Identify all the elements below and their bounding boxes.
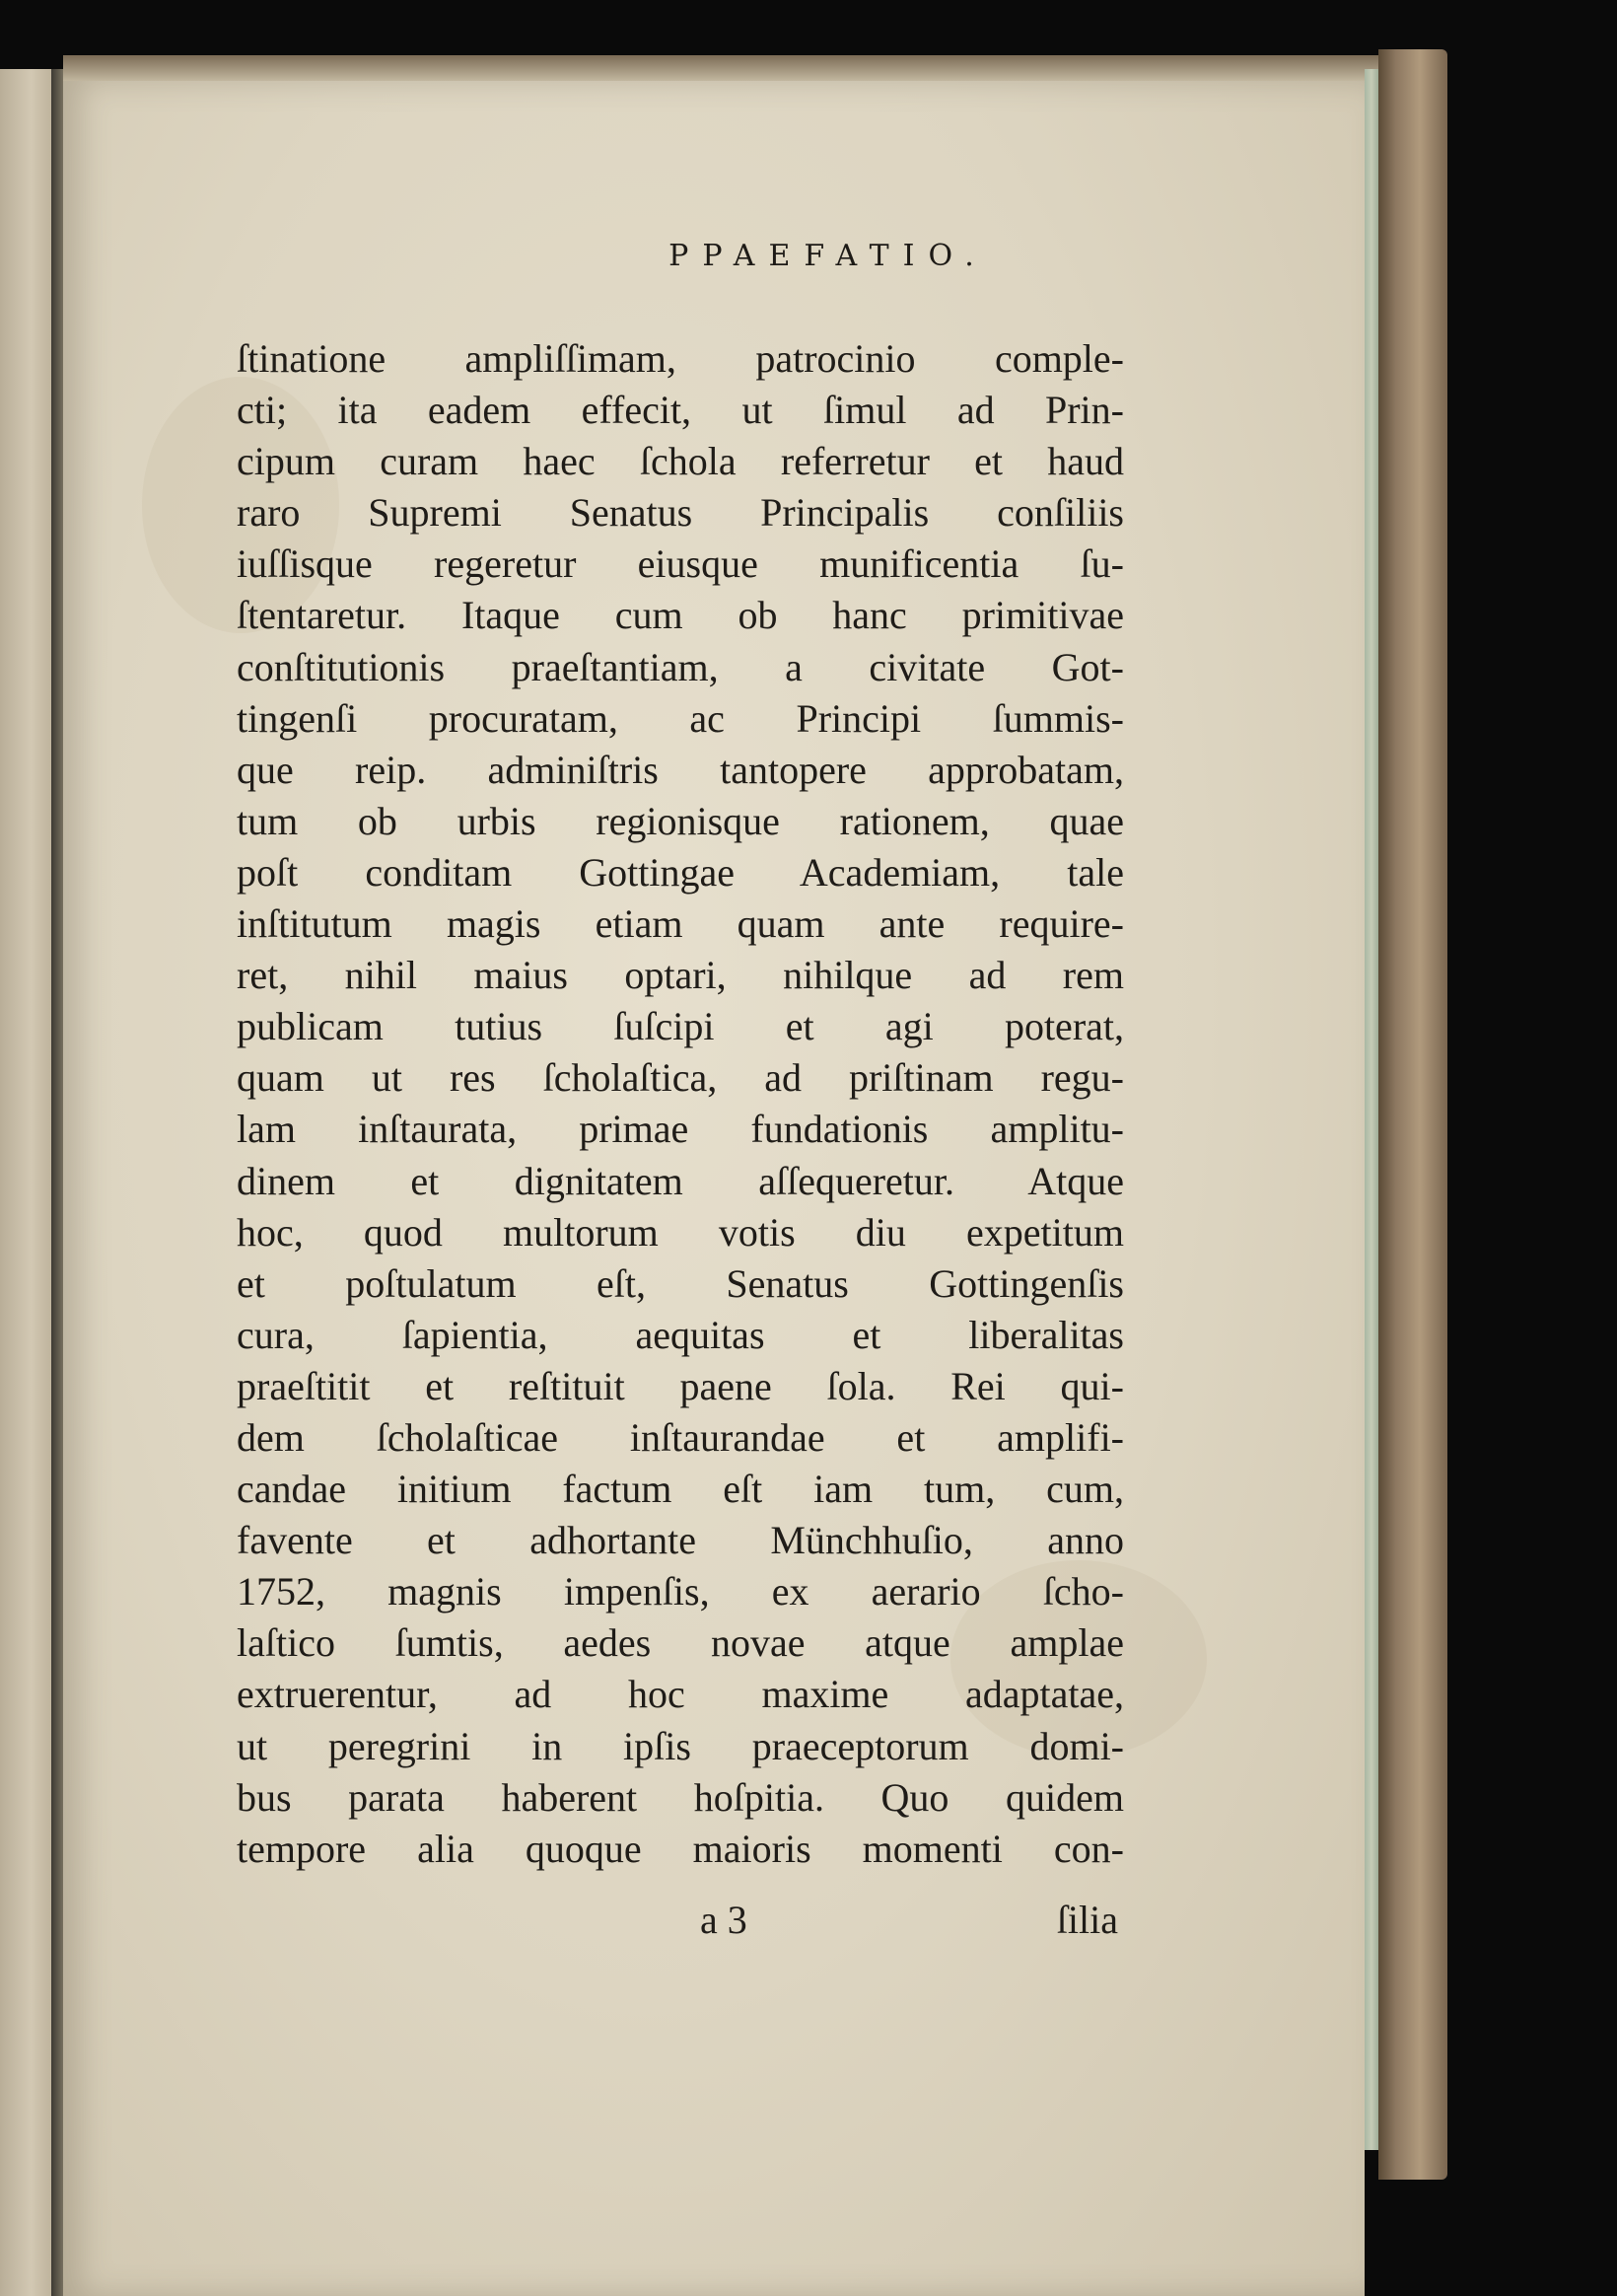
text-line: conſtitutionis praeſtantiam, a civitate Got-	[237, 644, 1124, 689]
book-cover-board	[1378, 49, 1447, 2180]
text-line: extruerentur, ad hoc maxime adaptatae,	[237, 1672, 1124, 1717]
page-footer	[237, 1897, 1124, 1948]
catchword: ſilia	[1056, 1898, 1118, 1942]
text-line: poſt conditam Gottingae Academiam, tale	[237, 849, 1124, 895]
text-line: tempore alia quoque maioris momenti con-	[237, 1826, 1124, 1871]
text-line: que reip. adminiſtris tantopere approbatam,	[237, 747, 1124, 792]
text-line: et poſtulatum eſt, Senatus Gottingenſis	[237, 1260, 1124, 1306]
page-fore-edge	[1365, 69, 1378, 2150]
text-line: ret, nihil maius optari, nihilque ad rem	[237, 953, 1124, 998]
text-line: hoc, quod multorum votis diu expetitum	[237, 1209, 1124, 1255]
text-line: dem ſcholaſticae inſtaurandae et amplifi-	[237, 1414, 1124, 1460]
text-line: tum ob urbis regionisque rationem, quae	[237, 798, 1124, 843]
running-title: PPAEFATIO.	[668, 239, 988, 273]
text-line: quam ut res ſcholaſtica, ad priſtinam regu-	[237, 1055, 1124, 1101]
text-line: laſtico ſumtis, aedes novae atque amplae	[237, 1620, 1124, 1666]
book-gutter	[51, 69, 63, 2296]
running-header	[0, 239, 1617, 273]
text-line: raro Supremi Senatus Principalis conſiliis	[237, 490, 1124, 536]
text-line: ut peregrini in ipſis praeceptorum domi-	[237, 1723, 1124, 1768]
text-line: 1752, magnis impenſis, ex aerario ſcho-	[237, 1569, 1124, 1614]
text-line: ſtinatione ampliſſimam, patrocinio comple-	[237, 336, 1124, 381]
signature-mark: a 3	[700, 1898, 747, 1942]
text-line: bus parata haberent hoſpitia. Quo quidem	[237, 1774, 1124, 1820]
text-line: candae initium factum eſt iam tum, cum,	[237, 1467, 1124, 1512]
text-line: favente et adhortante Münchhuſio, anno	[237, 1518, 1124, 1563]
text-line: lam inſtaurata, primae fundationis amplitu-	[237, 1107, 1124, 1152]
text-line: publicam tutius ſuſcipi et agi poterat,	[237, 1004, 1124, 1049]
cover-top-edge	[63, 55, 1443, 81]
text-line: cti; ita eadem effecit, ut ſimul ad Prin-	[237, 388, 1124, 433]
body-text	[237, 333, 1124, 1875]
text-line: inſtitutum magis etiam quam ante require-	[237, 901, 1124, 947]
text-line: tingenſi procuratam, ac Principi ſummis-	[237, 695, 1124, 741]
text-line: praeſtitit et reſtituit paene ſola. Rei qui-	[237, 1363, 1124, 1408]
text-line: ſtentaretur. Itaque cum ob hanc primitivae	[237, 593, 1124, 638]
text-line: iuſſisque regeretur eiusque munificentia ſu-	[237, 541, 1124, 587]
text-line: cipum curam haec ſchola referretur et haud	[237, 439, 1124, 484]
text-line: cura, ſapientia, aequitas et liberalitas	[237, 1312, 1124, 1357]
text-line: dinem et dignitatem aſſequeretur. Atque	[237, 1158, 1124, 1203]
previous-page-edge	[0, 69, 51, 2296]
